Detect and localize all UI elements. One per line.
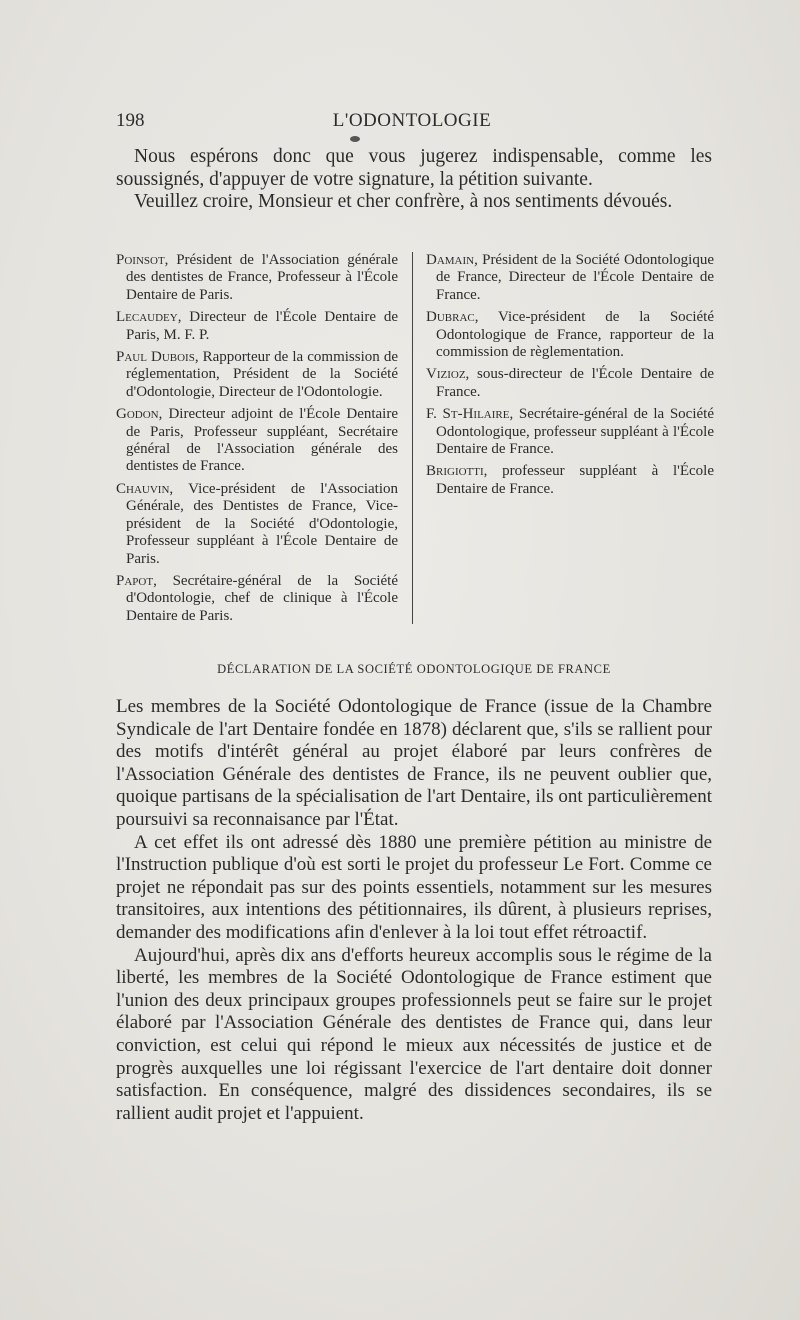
- signatory-name: Chauvin,: [116, 480, 174, 497]
- signatory-title: professeur suppléant à l'École Dentaire de France.: [436, 463, 714, 497]
- signatures-left-column: [116, 252, 398, 630]
- intro-text: [116, 146, 712, 214]
- signatory-name: Papot,: [116, 572, 157, 589]
- signatory-title: Rapporteur de la commission de réglementation, Président de la Société d'Odontologie, Directeur de l'Odontologie.: [126, 349, 398, 400]
- signatory-title: Président de l'Association générale des dentistes de France, Professeur à l'École Dentaire de Paris.: [126, 252, 398, 303]
- intro-paragraph: Veuillez croire, Monsieur et cher confrère, à nos sentiments dévoués.: [134, 191, 673, 212]
- signatory-title: Président de la Société Odontologique de France, Directeur de l'École Dentaire de France.: [436, 252, 714, 303]
- signature-entry: [426, 366, 714, 401]
- signature-entry: [116, 573, 398, 625]
- signatures-right-column: [426, 252, 714, 503]
- signature-entry: [116, 252, 398, 304]
- signature-entry: [426, 406, 714, 458]
- signatory-name: Paul Dubois,: [116, 349, 199, 366]
- signatory-name: Damain,: [426, 252, 478, 268]
- column-divider: [412, 252, 413, 624]
- signature-entry: [116, 309, 398, 344]
- section-heading: DÉCLARATION DE LA SOCIÉTÉ ODONTOLOGIQUE DE FRANCE: [217, 662, 611, 676]
- signatory-title: Vice-président de la Société Odontologique de France, rapporteur de la commission de règlementation.: [436, 309, 714, 361]
- page-header: [116, 110, 708, 134]
- page-number: 198: [116, 110, 145, 131]
- signatory-name: F. St-Hilaire,: [426, 406, 514, 423]
- ornament-icon: [350, 136, 360, 142]
- signature-entry: [426, 252, 714, 304]
- running-title: L'ODONTOLOGIE: [332, 110, 492, 131]
- declaration-paragraph: Aujourd'hui, après dix ans d'efforts heureux accomplis sous le régime de la liberté, les membres de la Société Odontologique de France estiment que l'union des deux principaux groupes professionnels peut se faire sur le projet élaboré par l'Association Générale des dentistes de France qui, dans leur conviction, est celui qui répond le mieux aux nécessités de justice et de progrès auxquelles une loi régissant l'exercice de l'art dentaire doit donner satisfaction. En conséquence, malgré des dissidences secondaires, ils se rallient audit projet et l'appuient.: [116, 944, 712, 1124]
- signatory-title: Vice-président de l'Association Générale, des Dentistes de France, Vice-président de la Société d'Odontologie, Professeur suppléant à l'École Dentaire de Paris.: [126, 480, 398, 567]
- intro-paragraph: Nous espérons donc que vous jugerez indispensable, comme les soussignés, d'appuyer de votre signature, la pétition suivante.: [116, 146, 712, 190]
- signature-entry: [116, 481, 398, 568]
- signature-entry: [426, 309, 714, 361]
- signature-entry: [116, 349, 398, 401]
- signatory-name: Godon,: [116, 406, 163, 423]
- signatory-title: Directeur adjoint de l'École Dentaire de Paris, Professeur suppléant, Secrétaire général de l'Association générale des dentistes de France.: [126, 406, 398, 475]
- signatory-title: Secrétaire-général de la Société Odontologique, professeur suppléant à l'École Dentaire de France.: [436, 406, 714, 458]
- signature-entry: [116, 406, 398, 476]
- signatory-title: Secrétaire-général de la Société d'Odontologie, chef de clinique à l'École Dentaire de Paris.: [126, 572, 398, 624]
- declaration-text: [116, 696, 712, 1125]
- signatory-name: Poinsot,: [116, 252, 169, 268]
- signatory-title: sous-directeur de l'École Dentaire de France.: [436, 366, 714, 400]
- signatory-name: Brigiotti,: [426, 463, 488, 480]
- declaration-paragraph: A cet effet ils ont adressé dès 1880 une première pétition au ministre de l'Instruction publique d'où est sorti le projet du professeur Le Fort. Comme ce projet ne répondait pas sur des points essentiels, notamment sur les mesures transitoires, aux intentions des pétitionnaires, ils dûrent, à plusieurs reprises, demander des modifications afin d'enlever à la loi tout effet rétroactif.: [116, 831, 712, 943]
- signature-entry: [426, 463, 714, 498]
- signatory-name: Vizioz,: [426, 366, 470, 383]
- signatory-name: Dubrac,: [426, 309, 479, 326]
- declaration-paragraph: Les membres de la Société Odontologique de France (issue de la Chambre Syndicale de l'art Dentaire fondée en 1878) déclarent que, s'ils se rallient pour des motifs d'intérêt général au projet élaboré par leurs confrères de l'Association Générale des dentistes de France, ils ne peuvent oublier que, quoique partisans de la spécialisation de l'art Dentaire, ils ont particulièrement poursuivi sa reconnaisance par l'État.: [116, 696, 712, 830]
- signatory-name: Lecaudey,: [116, 309, 182, 326]
- signatures-block: [116, 252, 714, 632]
- signatory-title: Directeur de l'École Dentaire de Paris, M. F. P.: [126, 309, 398, 343]
